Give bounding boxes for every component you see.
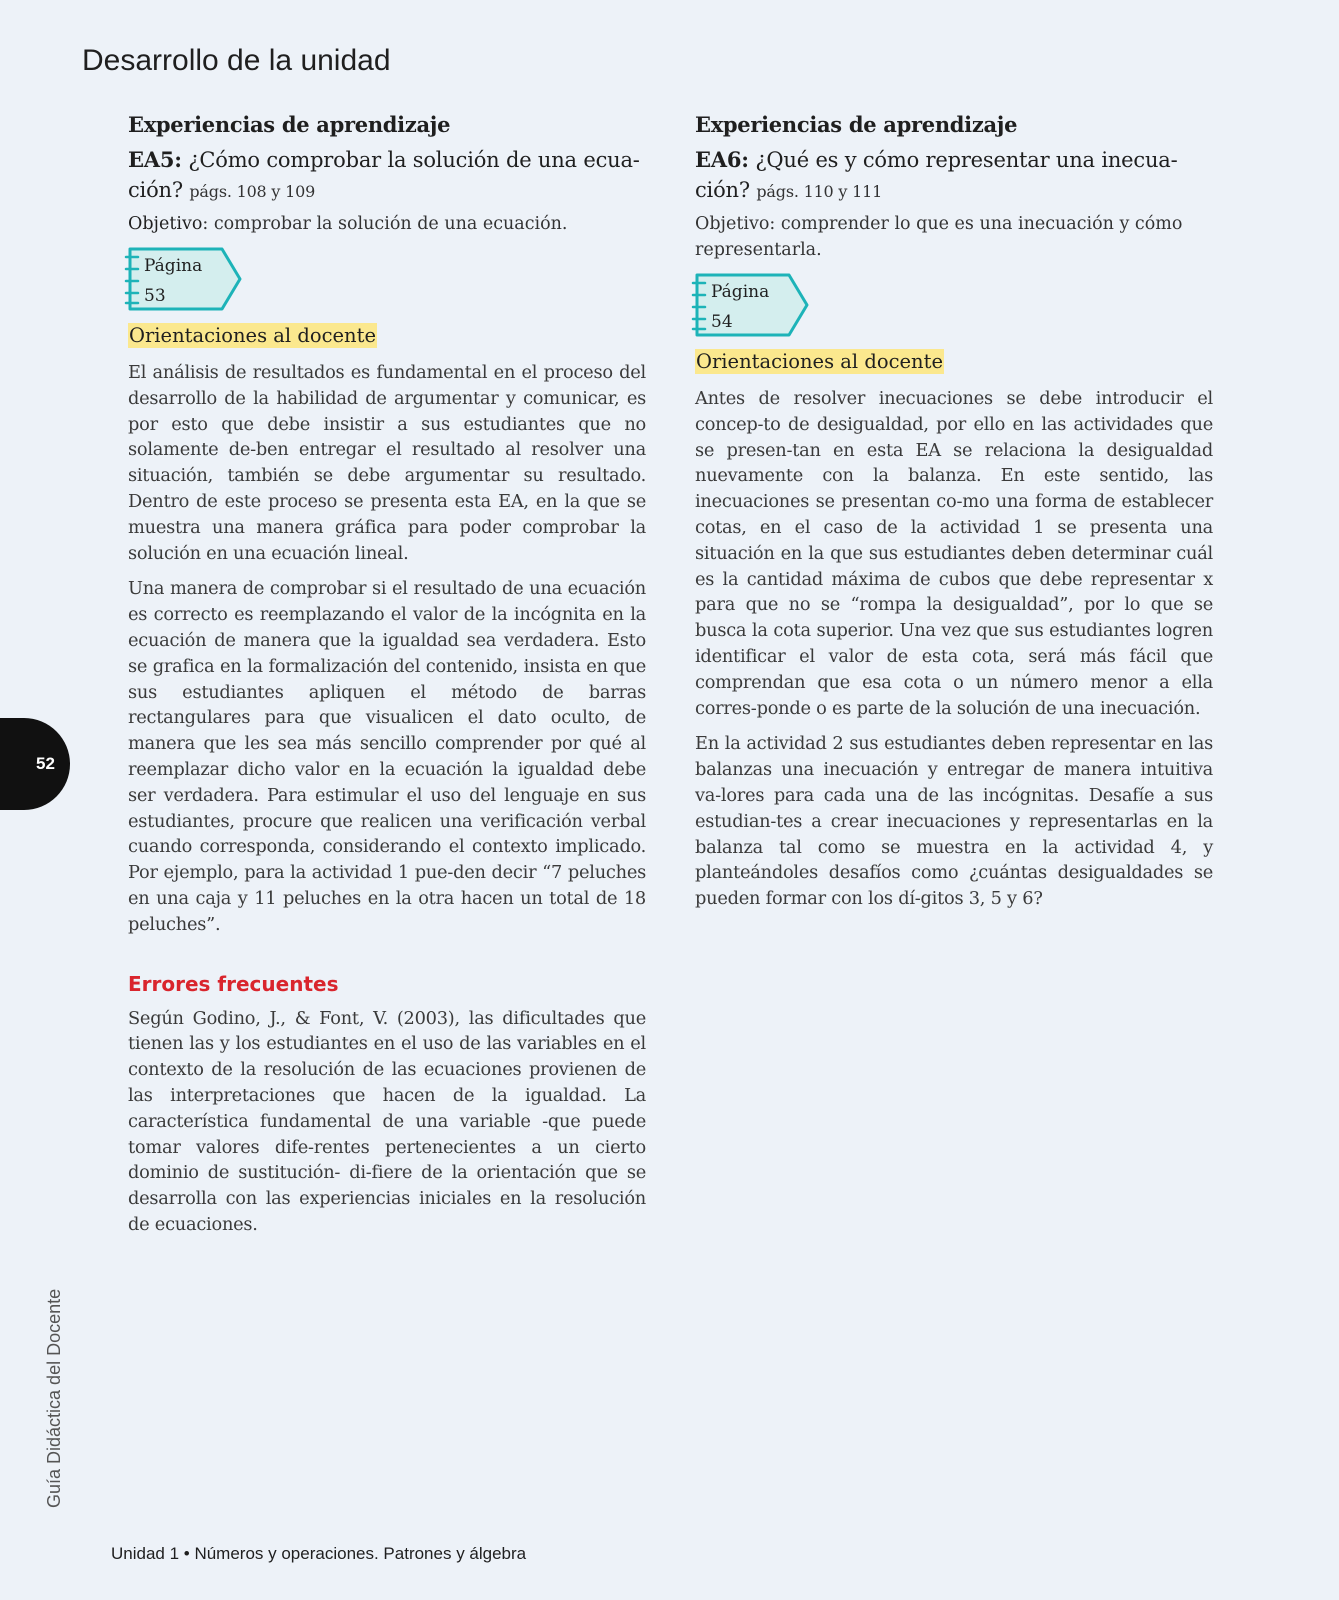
orientation-title: Orientaciones al docente	[696, 350, 943, 373]
right-column	[695, 112, 1213, 922]
page-title: Desarrollo de la unidad	[82, 44, 391, 77]
ea-heading	[128, 145, 646, 207]
errors-title: Errores frecuentes	[128, 971, 339, 996]
badge-number: 54	[711, 312, 733, 332]
ea-title: ¿Qué es y cómo representar una inecua-ción?	[695, 148, 1178, 202]
section-label: Experiencias de aprendizaje	[695, 112, 1018, 137]
orientation-title: Orientaciones al docente	[129, 324, 376, 347]
paragraph: El análisis de resultados es fundamental en el proceso del desarrollo de la habilidad de argumentar y comunicar, es por esto que debe insistir a sus estudiantes que no solamente de-ben entregar el resultado al resolver una situación, también se debe argumentar su resultado. Dentro de este proceso se presenta esta EA, en la que se muestra una manera gráfica para poder comprobar la solución en una ecuación lineal.	[128, 362, 646, 564]
ea-code: EA6:	[695, 147, 749, 172]
ea-pages: págs. 110 y 111	[756, 182, 883, 201]
section-label: Experiencias de aprendizaje	[128, 112, 451, 137]
ea-code: EA5:	[128, 147, 182, 172]
objective-text: : comprobar la solución de una ecuación.	[202, 214, 568, 234]
badge-number: 53	[144, 286, 166, 306]
page-number-tab	[0, 718, 70, 810]
objective	[128, 211, 646, 237]
ea-title: ¿Cómo comprobar la solución de una ecua-ción?	[128, 148, 640, 202]
badge-label: Página	[711, 282, 770, 302]
left-column	[128, 112, 646, 1248]
page-number: 52	[36, 754, 55, 773]
paragraph: Una manera de comprobar si el resultado de una ecuación es correcto es reemplazando el valor de la incógnita en la ecuación de manera que la igualdad sea verdadera. Esto se grafica en la formalización del contenido, insista en que sus estudiantes apliquen el método de barras rectangulares para que visualicen el dato oculto, de manera que les sea más sencillo comprender por qué al reemplazar dicho valor en la ecuación la igualdad debe ser verdadera. Para estimular el uso del lenguaje en sus estudiantes, procure que realicen una verificación verbal cuando corresponda, considerando el contexto implicado. Por ejemplo, para la actividad 1 pue-den decir “7 peluches en una caja y 11 peluches en la otra hacen un total de 18 peluches”.	[128, 578, 646, 935]
side-label: Guía Didáctica del Docente	[44, 1288, 64, 1508]
paragraph: En la actividad 2 sus estudiantes deben representar en las balanzas una inecuación y entregar de manera intuitiva va-lores para cada una de las incógnitas. Desafíe a sus estudian-tes a crear inecuaciones y representarlas en la balanza tal como se muestra en la actividad 4, y planteándoles desafíos como ¿cuántas desigualdades se pueden formar con los dí-gitos 3, 5 y 6?	[695, 733, 1213, 910]
footer: Unidad 1 • Números y operaciones. Patrones y álgebra	[111, 1544, 527, 1563]
errors-paragraph: Según Godino, J., & Font, V. (2003), las dificultades que tienen las y los estudiantes en el uso de las variables en el contexto de la resolución de las ecuaciones provienen de las interpretaciones que hacen de la igualdad. La característica fundamental de una variable -que puede tomar valores dife-rentes pertenecientes a un cierto dominio de sustitución- di-fiere de la orientación que se desarrolla con las experiencias iniciales en la resolución de ecuaciones.	[128, 1007, 646, 1235]
ea-heading	[695, 145, 1213, 207]
page-reference-badge	[124, 245, 249, 313]
paragraph: Antes de resolver inecuaciones se debe introducir el concep-to de desigualdad, por ello en las actividades que se presen-tan en esta EA se relaciona la desigualdad nuevamente con la balanza. En este sentido, las inecuaciones se presentan co-mo una forma de establecer cotas, en el caso de la actividad 1 se presenta una situación en la que sus estudiantes deben determinar cuál es la cantidad máxima de cubos que debe representar x para que no se “rompa la desigualdad”, por lo que se busca la cota superior. Una vez que sus estudiantes logren identificar el valor de esta cota, será más fácil que comprendan que esa cota o un número menor a ella corres-ponde o es parte de la solución de una inecuación.	[695, 388, 1213, 719]
objective-text: Objetivo: comprender lo que es una inecuación y cómo representarla.	[695, 214, 1183, 260]
page-reference-badge	[691, 271, 816, 339]
badge-label: Página	[144, 256, 203, 276]
ea-pages: págs. 108 y 109	[189, 182, 316, 201]
objective-label: Objetivo	[128, 214, 203, 234]
